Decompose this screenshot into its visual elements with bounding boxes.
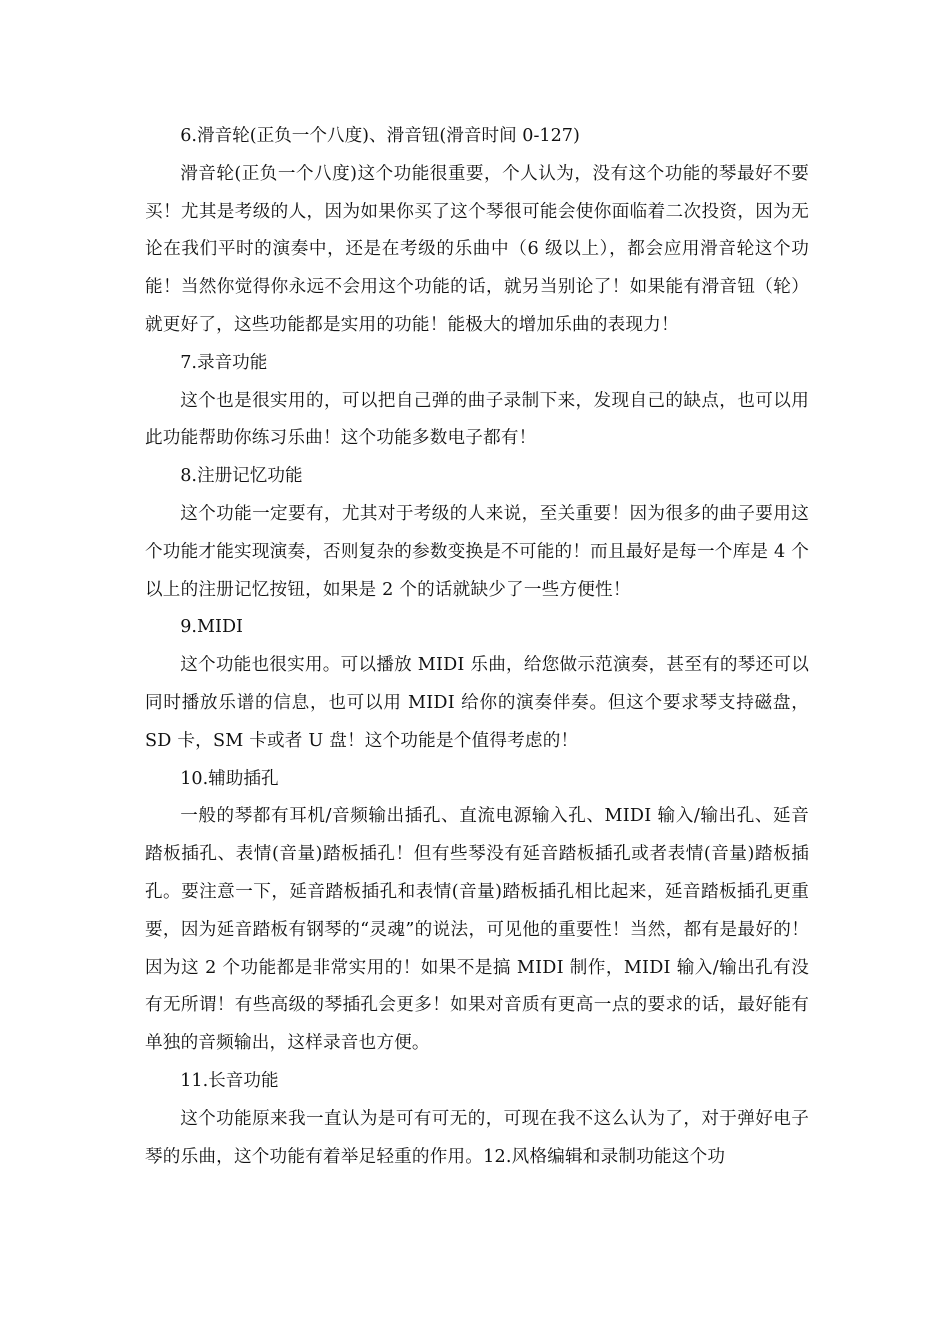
section-paragraph: 这个功能原来我一直认为是可有可无的，可现在我不这么认为了，对于弹好电子琴的乐曲，这个功能有着举足轻重的作用。12.风格编辑和录制功能这个功 [145, 1108, 809, 1167]
section-heading: 8.注册记忆功能 [180, 466, 303, 487]
section-heading: 10.辅助插孔 [180, 768, 279, 789]
section-heading: 9.MIDI [180, 617, 243, 638]
section-paragraph: 这个功能一定要有，尤其对于考级的人来说，至关重要！因为很多的曲子要用这个功能才能实现演奏，否则复杂的参数变换是不可能的！而且最好是每一个库是 4 个以上的注册记忆按钮，如果是 2 个的话就缺少了一些方便性！ [145, 503, 809, 600]
section-paragraph: 一般的琴都有耳机/音频输出插孔、直流电源输入孔、MIDI 输入/输出孔、延音踏板插孔、表情(音量)踏板插孔！但有些琴没有延音踏板插孔或者表情(音量)踏板插孔。要注意一下，延音踏板插孔和表情(音量)踏板插孔相比起来，延音踏板插孔更重要，因为延音踏板有钢琴的“灵魂”的说法，可见他的重要性！当然，都有是最好的！因为这 2 个功能都是非常实用的！如果不是搞 MIDI 制作，MIDI 输入/输出孔有没有无所谓！有些高级的琴插孔会更多！如果对音质有更高一点的要求的话，最好能有单独的音频输出，这样录音也方便。 [145, 806, 809, 1054]
section-paragraph: 这个也是很实用的，可以把自己弹的曲子录制下来，发现自己的缺点，也可以用此功能帮助你练习乐曲！这个功能多数电子都有！ [145, 390, 809, 449]
section-heading: 11.长音功能 [180, 1070, 279, 1091]
section-heading: 6.滑音轮(正负一个八度)、滑音钮(滑音时间 0-127) [180, 126, 580, 146]
section-paragraph: 这个功能也很实用。可以播放 MIDI 乐曲，给您做示范演奏，甚至有的琴还可以同时播放乐谱的信息，也可以用 MIDI 给你的演奏伴奏。但这个要求琴支持磁盘，SD 卡，SM 卡或者 U 盘！这个功能是个值得考虑的！ [145, 655, 809, 751]
document-page [145, 118, 809, 1176]
section-heading: 7.录音功能 [180, 352, 268, 373]
section-paragraph: 滑音轮(正负一个八度)这个功能很重要，个人认为，没有这个功能的琴最好不要买！尤其是考级的人，因为如果你买了这个琴很可能会使你面临着二次投资，因为无论在我们平时的演奏中，还是在考级的乐曲中（6 级以上），都会应用滑音轮这个功能！当然你觉得你永远不会用这个功能的话，就另当别论了！如果能有滑音钮（轮）就更好了，这些功能都是实用的功能！能极大的增加乐曲的表现力！ [145, 163, 809, 335]
